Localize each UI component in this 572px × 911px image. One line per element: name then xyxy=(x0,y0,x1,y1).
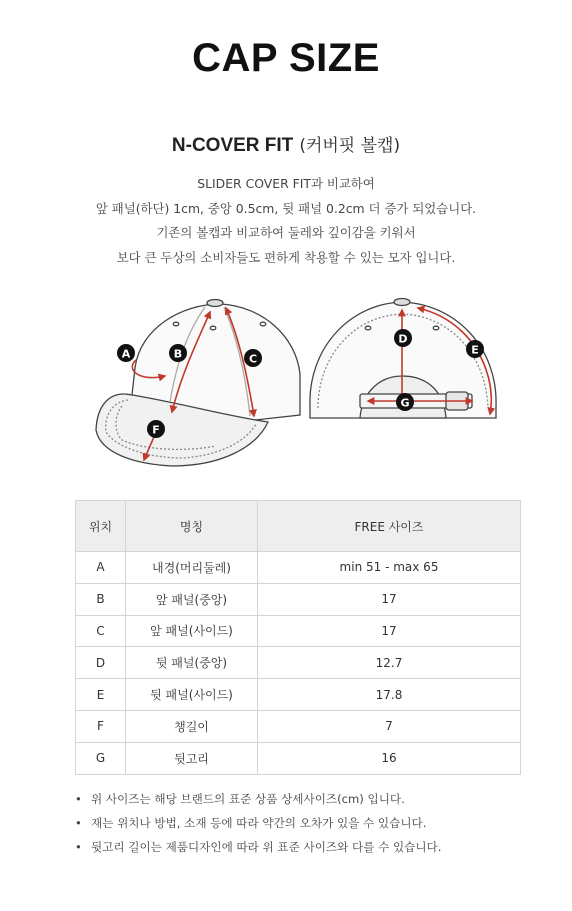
table-row xyxy=(76,647,521,679)
note-text: 재는 위치나 방법, 소재 등에 따라 약간의 오차가 있을 수 있습니다. xyxy=(91,816,427,830)
table-header-row xyxy=(76,501,521,552)
product-subtitle xyxy=(0,131,572,157)
header-name: 명칭 xyxy=(126,501,258,552)
measurement-label-e xyxy=(466,340,484,358)
cell-position: F xyxy=(76,710,126,742)
cell-name: 챙길이 xyxy=(126,710,258,742)
bullet-icon: • xyxy=(75,792,82,806)
cell-position: E xyxy=(76,679,126,711)
table-row xyxy=(76,742,521,774)
header-position: 위치 xyxy=(76,501,126,552)
cell-name: 뒷고리 xyxy=(126,742,258,774)
measurement-label-b xyxy=(169,344,187,362)
note-text: 뒷고리 길이는 제품디자인에 따라 위 표준 사이즈와 다를 수 있습니다. xyxy=(91,840,442,854)
measurement-label-a xyxy=(117,344,135,362)
cell-size: 17 xyxy=(258,583,521,615)
note-item xyxy=(75,836,545,860)
size-table xyxy=(75,500,521,775)
cell-size: 16 xyxy=(258,742,521,774)
label-c-text: C xyxy=(248,352,258,366)
note-item xyxy=(75,788,545,812)
measurement-label-c xyxy=(244,349,262,367)
cell-size: 12.7 xyxy=(258,647,521,679)
bullet-icon: • xyxy=(75,840,82,854)
label-g-text: G xyxy=(400,396,410,410)
cell-name: 뒷 패널(중앙) xyxy=(126,647,258,679)
cell-size: 17.8 xyxy=(258,679,521,711)
description-line: SLIDER COVER FIT과 비교하여 xyxy=(197,176,375,191)
label-b-text: B xyxy=(173,347,183,361)
cell-position: B xyxy=(76,583,126,615)
description-line: 기존의 볼캡과 비교하여 둘레와 깊이감을 키워서 xyxy=(156,225,416,240)
cell-position: C xyxy=(76,615,126,647)
cell-position: A xyxy=(76,552,126,584)
label-d-text: D xyxy=(398,332,408,346)
cap-measurement-illustration xyxy=(0,290,572,475)
header-free-size: FREE 사이즈 xyxy=(258,501,521,552)
cell-position: G xyxy=(76,742,126,774)
label-e-text: E xyxy=(471,343,479,357)
cell-size: min 51 - max 65 xyxy=(258,552,521,584)
note-text: 위 사이즈는 해당 브랜드의 표준 상품 상세사이즈(cm) 입니다. xyxy=(91,792,405,806)
cell-position: D xyxy=(76,647,126,679)
cell-name: 뒷 패널(사이드) xyxy=(126,679,258,711)
table-row xyxy=(76,679,521,711)
measurement-label-g xyxy=(396,393,414,411)
cell-name: 앞 패널(중앙) xyxy=(126,583,258,615)
measurement-label-d xyxy=(394,329,412,347)
cell-size: 17 xyxy=(258,615,521,647)
label-a-text: A xyxy=(121,347,131,361)
note-item xyxy=(75,812,545,836)
measurement-label-f xyxy=(147,420,165,438)
cell-size: 7 xyxy=(258,710,521,742)
label-f-text: F xyxy=(152,423,160,437)
cell-name: 앞 패널(사이드) xyxy=(126,615,258,647)
table-row xyxy=(76,583,521,615)
table-row xyxy=(76,710,521,742)
fit-name: N-COVER FIT xyxy=(171,135,294,156)
table-row xyxy=(76,552,521,584)
front-cap-illustration xyxy=(96,300,300,467)
description-line: 앞 패널(하단) 1cm, 중앙 0.5cm, 뒷 패널 0.2cm 더 증가 되었습니다. xyxy=(95,200,477,216)
page-title: CAP SIZE xyxy=(192,36,380,80)
table-row xyxy=(76,615,521,647)
cell-name: 내경(머리둘레) xyxy=(126,552,258,584)
bullet-icon: • xyxy=(75,816,82,830)
description-line: 보다 큰 두상의 소비자들도 편하게 착용할 수 있는 모자 입니다. xyxy=(116,249,456,265)
fit-name-korean: (커버핏 볼캡) xyxy=(299,136,401,156)
size-notes xyxy=(75,788,545,860)
product-description xyxy=(0,172,572,270)
